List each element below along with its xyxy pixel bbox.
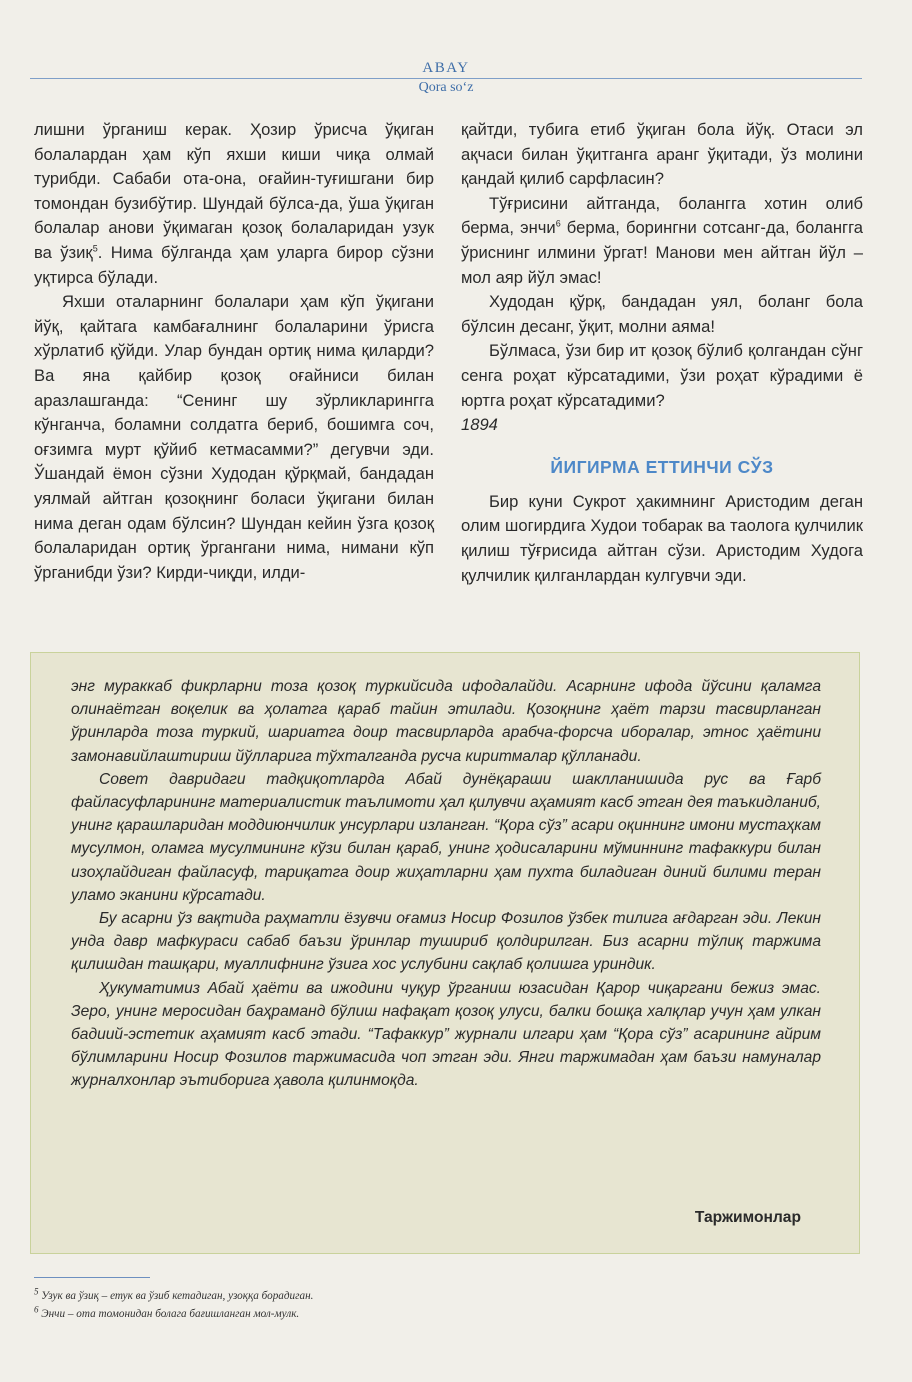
footnote-ref-6: 6 — [555, 218, 561, 229]
footnote-6: $^6$ Энчи – ота томонидан болага бағишланган мол-мулк. — [34, 1304, 300, 1320]
left-paragraph-2: Яхши оталарнинг болалари ҳам кўп ўқигани йўқ, қайтага камбағалнинг болаларини ўрисга хўрлатиб қўйди. Улар бундан ортиқ нима қиларди? Ва яна қайбир қозоқ оғайниси билан аразлашганда: “Сенинг шу зўрликларингга кўнганча, боламни солдатга бериб, бошимга соч, оғзимга мурт қўйиб кетмасамми?” дегувчи эди. Ўшандай ёмон сўзни Худодан қўрқмай, бандадан уялмай айтган қозоқнинг боласи ўқигани билан нима деган одам бўлсин? Шундан кейин ўзга қозоқ болаларидан ортиқ ўргангани нима, нимани кўп ўрганибди ўзи? Кирди-чиқди, илди- — [34, 292, 434, 582]
header-title: ABAY — [422, 60, 470, 76]
section-heading: ЙИГИРМА ЕТТИНЧИ СЎЗ — [550, 456, 774, 477]
right-column — [461, 118, 863, 588]
left-column — [34, 118, 434, 585]
note-paragraph-4: Ҳукуматимиз Абай ҳаёти ва ижодини чуқур ўрганиш юзасидан Қарор чиқаргани бежиз эмас. Зеро, унинг меросидан баҳраманд бўлиш нафақат қозоқ улуси, балки бошқа халқлар учун ҳам улкан бадиий-эстетик аҳамият касб этади. “Тафаккур” журнали илгари ҳам “Қора сўз” асарининг айрим бўлимларини Носир Фозилов таржимасида чоп этган эди. Янги таржимадан ҳам баъзи намуналар журналхонлар эътиборига ҳавола қилинмоқда. — [71, 979, 821, 1090]
running-header — [30, 58, 862, 97]
left-paragraph-1: лишни ўрганиш керак. Ҳозир ўрисча ўқиган болалардан ҳам кўп яхши киши чиқа олмай турибди. Сабаби ота-она, оғайин-туғишгани бир томондан бузибўтир. Шундай бўлса-да, ўша ўқиган болалар анови ўқимаган қозоқ болаларидан узук ва ўзиқ$^5$. Нима бўлганда ҳам уларга бирор сўзни уқтирса бўлади. — [34, 120, 435, 287]
footnote-rule — [34, 1277, 150, 1278]
footnote-ref-5: 5 — [92, 243, 98, 254]
right-paragraph-5: Бир куни Сукрот ҳакимнинг Аристодим деган олим шогирдига Худои тобарак ва таолога қулчилик қилиш тўғрисида айтган сўзи. Аристодим Худога қулчилик қилганлардан кулгувчи эди. — [461, 491, 863, 585]
right-paragraph-2: Тўғрисини айтганда, болангга хотин олиб берма, энчи$^6$ берма, борингни сотсанг-да, болангга ўриснинг илмини ўргат! Манови мен айтган йўл – мол аяр йўл эмас! — [461, 193, 863, 287]
footnotes — [34, 1287, 634, 1323]
right-paragraph-4: Бўлмаса, ўзи бир ит қозоқ бўлиб қолгандан сўнг сенга роҳат кўрсатадими, ўзи роҳат кўрадими ё юртга роҳат кўрсатадими? — [461, 341, 863, 410]
footnote-5: $^5$ Узук ва ўзиқ – етук ва ўзиб кетадиган, узоққа борадиган. — [34, 1286, 314, 1302]
right-paragraph-3: Худодан қўрқ, бандадан уял, боланг бола бўлсин десанг, ўқит, молни аяма! — [461, 292, 863, 336]
note-paragraph-3: Бу асарни ўз вақтида раҳматли ёзувчи оғамиз Носир Фозилов ўзбек тилига ағдарган эди. Лекин унда давр мафкураси сабаб баъзи ўринлар тушириб қолдирилган. Биз асарни тўлиқ таржима қилишдан ташқари, муаллифнинг ўзига хос услубини сақлаб қолишга уриндик. — [71, 910, 821, 974]
header-subtitle: Qora so‘z — [418, 80, 474, 95]
date-line: 1894 — [461, 415, 498, 435]
translators-signature: Таржимонлар — [694, 1209, 801, 1226]
translators-note-box — [30, 652, 860, 1254]
note-paragraph-1: энг мураккаб фикрларни тоза қозоқ туркийсида ифодалайди. Асарнинг ифода йўсини қаламга олинаётган воқелик ва ҳолатга қараб тайин этилади. Қозоқнинг ҳаёт тарзи тасвирланган ўринларда тоза туркий, шариатга доир тасвирларда арабча-форсча иборалар, этнос ҳаётини замонавийлаштириш йўлларига тўхталганда русча киритмалар қўлланади. — [71, 678, 821, 765]
translators-note-text — [71, 675, 821, 1093]
right-paragraph-1: қайтди, тубига етиб ўқиган бола йўқ. Отаси эл ақчаси билан ўқитганга аранг ўқитади, ўз молини қандай қилиб сарфласин? — [461, 120, 863, 189]
note-paragraph-2: Совет давридаги тадқиқотларда Абай дунёқараши шаклланишида рус ва Ғарб файласуфларининг материалистик таълимоти ҳал қилувчи аҳамият касб этган дея таъкидланиб, унинг қарашларидан моддиюнчилик унсурлари изланган. “Қора сўз” асари оқиннинг имони мустаҳкам мусулмон, оламга мусулмининг кўзи билан қараб, унинг ҳодисаларини мўминнинг тафаккури билан изоҳлайдиган файласуф, тариқатга доир жиҳатларни ҳам пухта биладиган диний билими теран уламо эканини кўрсатади. — [71, 770, 821, 904]
